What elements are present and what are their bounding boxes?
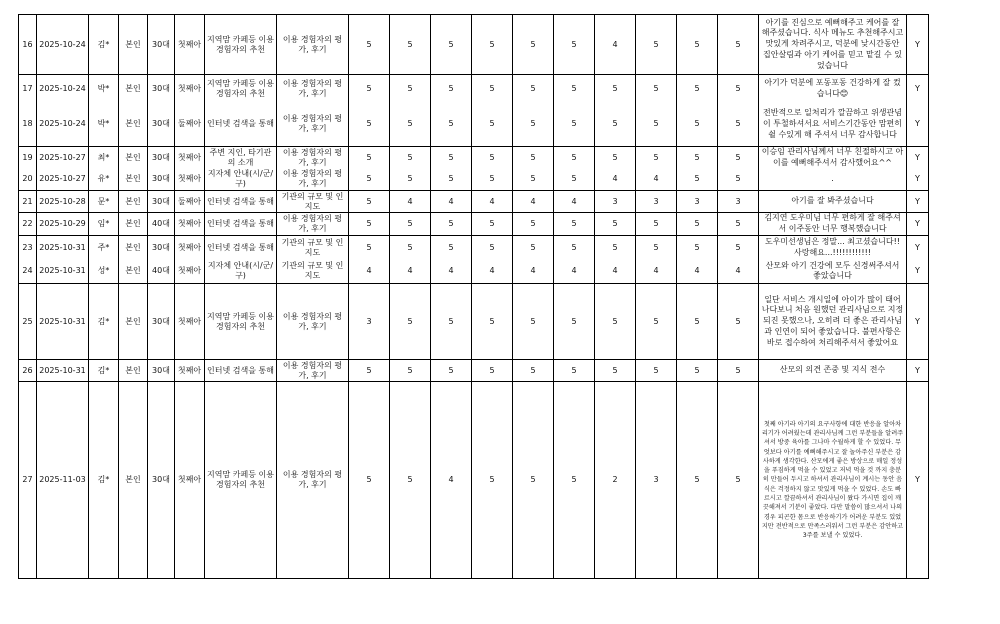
survey-date: 2025-10-31 bbox=[37, 260, 89, 284]
selection-reason: 이용 경험자의 평가, 후기 bbox=[277, 15, 349, 75]
selection-reason: 이용 경험자의 평가, 후기 bbox=[277, 147, 349, 169]
table-row bbox=[19, 382, 929, 579]
score-2: 5 bbox=[390, 169, 431, 191]
row-number: 27 bbox=[19, 382, 37, 579]
child-order: 첫째아 bbox=[175, 360, 205, 382]
score-5: 5 bbox=[513, 236, 554, 260]
score-9: 4 bbox=[677, 260, 718, 284]
respondent-relation: 본인 bbox=[119, 191, 148, 213]
respondent-relation: 본인 bbox=[119, 284, 148, 360]
score-4: 5 bbox=[472, 284, 513, 360]
score-3: 4 bbox=[431, 191, 472, 213]
comment: 일단 서비스 개시일에 아이가 많이 태어나다보니 처음 원했던 관리사님으로 지정되진 못했으나, 오히려 더 좋은 관리사님과 인연이 되어 좋았습니다. 불편사항은 바로 접수하여 처리해주셔서 좋았어요 bbox=[759, 284, 907, 360]
score-9: 5 bbox=[677, 147, 718, 169]
score-8: 5 bbox=[636, 213, 677, 236]
score-5: 5 bbox=[513, 360, 554, 382]
score-10: 5 bbox=[718, 360, 759, 382]
score-4: 5 bbox=[472, 236, 513, 260]
score-4: 5 bbox=[472, 169, 513, 191]
table-row bbox=[19, 15, 929, 75]
selection-reason: 이용 경험자의 평가, 후기 bbox=[277, 213, 349, 236]
child-order: 첫째아 bbox=[175, 284, 205, 360]
survey-date: 2025-10-28 bbox=[37, 191, 89, 213]
score-1: 5 bbox=[349, 147, 390, 169]
score-6: 5 bbox=[554, 169, 595, 191]
score-5: 5 bbox=[513, 103, 554, 147]
age-group: 30대 bbox=[148, 147, 175, 169]
score-3: 5 bbox=[431, 360, 472, 382]
respondent-relation: 본인 bbox=[119, 103, 148, 147]
respondent-relation: 본인 bbox=[119, 147, 148, 169]
referral-route: 지역맘 카페등 이용 경험자의 추천 bbox=[205, 75, 277, 103]
respondent-name: 김* bbox=[89, 284, 119, 360]
score-10: 5 bbox=[718, 15, 759, 75]
table-row bbox=[19, 260, 929, 284]
child-order: 둘째아 bbox=[175, 103, 205, 147]
referral-route: 지역맘 카페등 이용 경험자의 추천 bbox=[205, 15, 277, 75]
age-group: 30대 bbox=[148, 236, 175, 260]
survey-date: 2025-10-29 bbox=[37, 213, 89, 236]
score-9: 5 bbox=[677, 75, 718, 103]
table-row bbox=[19, 169, 929, 191]
score-6: 5 bbox=[554, 284, 595, 360]
referral-route: 인터넷 검색을 통해 bbox=[205, 236, 277, 260]
consent-flag: Y bbox=[907, 191, 929, 213]
respondent-relation: 본인 bbox=[119, 236, 148, 260]
score-4: 5 bbox=[472, 213, 513, 236]
table-row bbox=[19, 75, 929, 103]
consent-flag: Y bbox=[907, 15, 929, 75]
selection-reason: 기관의 규모 및 인지도 bbox=[277, 191, 349, 213]
row-number: 16 bbox=[19, 15, 37, 75]
respondent-relation: 본인 bbox=[119, 213, 148, 236]
score-1: 5 bbox=[349, 213, 390, 236]
score-6: 5 bbox=[554, 75, 595, 103]
comment: 이승임 관리사님께서 너무 친절하시고 아이를 예뻐해주셔서 감사했어요^^ bbox=[759, 147, 907, 169]
referral-route: 지자체 안내(시/군/구) bbox=[205, 260, 277, 284]
score-3: 5 bbox=[431, 284, 472, 360]
score-1: 5 bbox=[349, 382, 390, 579]
score-3: 5 bbox=[431, 75, 472, 103]
row-number: 24 bbox=[19, 260, 37, 284]
respondent-name: 박* bbox=[89, 75, 119, 103]
score-10: 5 bbox=[718, 103, 759, 147]
selection-reason: 이용 경험자의 평가, 후기 bbox=[277, 360, 349, 382]
table-row bbox=[19, 236, 929, 260]
age-group: 30대 bbox=[148, 360, 175, 382]
referral-route: 지역맘 카페등 이용 경험자의 추천 bbox=[205, 284, 277, 360]
score-7: 5 bbox=[595, 75, 636, 103]
score-10: 5 bbox=[718, 75, 759, 103]
score-5: 4 bbox=[513, 260, 554, 284]
score-2: 4 bbox=[390, 191, 431, 213]
score-2: 5 bbox=[390, 15, 431, 75]
score-2: 4 bbox=[390, 260, 431, 284]
table-row bbox=[19, 213, 929, 236]
score-4: 4 bbox=[472, 191, 513, 213]
score-1: 5 bbox=[349, 191, 390, 213]
score-9: 5 bbox=[677, 213, 718, 236]
score-3: 5 bbox=[431, 103, 472, 147]
score-1: 5 bbox=[349, 75, 390, 103]
respondent-relation: 본인 bbox=[119, 169, 148, 191]
score-6: 5 bbox=[554, 147, 595, 169]
selection-reason: 기관의 규모 및 인지도 bbox=[277, 260, 349, 284]
survey-date: 2025-10-24 bbox=[37, 75, 89, 103]
survey-date: 2025-10-27 bbox=[37, 147, 89, 169]
respondent-relation: 본인 bbox=[119, 260, 148, 284]
score-4: 5 bbox=[472, 147, 513, 169]
row-number: 20 bbox=[19, 169, 37, 191]
score-10: 5 bbox=[718, 169, 759, 191]
consent-flag: Y bbox=[907, 260, 929, 284]
score-9: 5 bbox=[677, 169, 718, 191]
table-row bbox=[19, 284, 929, 360]
score-7: 4 bbox=[595, 169, 636, 191]
child-order: 첫째아 bbox=[175, 382, 205, 579]
score-6: 5 bbox=[554, 382, 595, 579]
score-1: 5 bbox=[349, 169, 390, 191]
score-7: 5 bbox=[595, 103, 636, 147]
score-2: 5 bbox=[390, 147, 431, 169]
child-order: 첫째아 bbox=[175, 236, 205, 260]
respondent-relation: 본인 bbox=[119, 382, 148, 579]
score-1: 4 bbox=[349, 260, 390, 284]
comment: 산모의 의견 존중 및 지식 전수 bbox=[759, 360, 907, 382]
survey-date: 2025-10-31 bbox=[37, 284, 89, 360]
score-5: 5 bbox=[513, 382, 554, 579]
child-order: 첫째아 bbox=[175, 169, 205, 191]
score-5: 5 bbox=[513, 284, 554, 360]
respondent-name: 김* bbox=[89, 360, 119, 382]
score-7: 4 bbox=[595, 15, 636, 75]
score-9: 5 bbox=[677, 360, 718, 382]
respondent-relation: 본인 bbox=[119, 75, 148, 103]
score-3: 4 bbox=[431, 382, 472, 579]
consent-flag: Y bbox=[907, 236, 929, 260]
score-1: 5 bbox=[349, 360, 390, 382]
consent-flag: Y bbox=[907, 382, 929, 579]
table-row bbox=[19, 103, 929, 147]
score-8: 3 bbox=[636, 382, 677, 579]
table-row bbox=[19, 360, 929, 382]
selection-reason: 이용 경험자의 평가, 후기 bbox=[277, 103, 349, 147]
score-6: 5 bbox=[554, 360, 595, 382]
referral-route: 인터넷 검색을 통해 bbox=[205, 360, 277, 382]
score-1: 5 bbox=[349, 103, 390, 147]
score-8: 4 bbox=[636, 169, 677, 191]
consent-flag: Y bbox=[907, 213, 929, 236]
score-4: 5 bbox=[472, 360, 513, 382]
age-group: 40대 bbox=[148, 260, 175, 284]
score-8: 5 bbox=[636, 360, 677, 382]
referral-route: 인터넷 검색을 통해 bbox=[205, 191, 277, 213]
respondent-relation: 본인 bbox=[119, 15, 148, 75]
score-10: 5 bbox=[718, 147, 759, 169]
score-7: 5 bbox=[595, 147, 636, 169]
score-6: 5 bbox=[554, 103, 595, 147]
child-order: 첫째아 bbox=[175, 75, 205, 103]
survey-date: 2025-10-24 bbox=[37, 15, 89, 75]
score-2: 5 bbox=[390, 103, 431, 147]
comment: 전반적으로 일처리가 깔끔하고 위생관념이 투철하셔서요 서비스기간동안 맘편히 쉴 수있게 해 주셔서 너무 감사합니다 bbox=[759, 103, 907, 147]
score-5: 5 bbox=[513, 75, 554, 103]
score-6: 5 bbox=[554, 236, 595, 260]
respondent-name: 주* bbox=[89, 236, 119, 260]
score-1: 3 bbox=[349, 284, 390, 360]
score-4: 5 bbox=[472, 75, 513, 103]
score-7: 5 bbox=[595, 236, 636, 260]
comment: 산모와 아기 건강에 모두 신경써주셔서 좋았습니다 bbox=[759, 260, 907, 284]
consent-flag: Y bbox=[907, 169, 929, 191]
score-9: 3 bbox=[677, 191, 718, 213]
score-2: 5 bbox=[390, 75, 431, 103]
score-7: 2 bbox=[595, 382, 636, 579]
score-9: 5 bbox=[677, 103, 718, 147]
score-7: 5 bbox=[595, 284, 636, 360]
score-10: 4 bbox=[718, 260, 759, 284]
age-group: 30대 bbox=[148, 75, 175, 103]
score-7: 5 bbox=[595, 360, 636, 382]
comment: 도우미선생님은 정말... 최고셨습니다!! 사랑해요...!!!!!!!!!!!! bbox=[759, 236, 907, 260]
respondent-name: 문* bbox=[89, 191, 119, 213]
comment: 아기를 진심으로 예뻐해주고 케어를 잘 해주셨습니다. 식사 메뉴도 추천해주시고 맛있게 차려주시고, 덕분에 낮시간동안 집안살림과 아기 케어를 믿고 맡길 수 있었습니다 bbox=[759, 15, 907, 75]
score-3: 5 bbox=[431, 236, 472, 260]
child-order: 첫째아 bbox=[175, 260, 205, 284]
table-row bbox=[19, 191, 929, 213]
score-8: 5 bbox=[636, 75, 677, 103]
survey-date: 2025-10-31 bbox=[37, 236, 89, 260]
child-order: 첫째아 bbox=[175, 213, 205, 236]
respondent-relation: 본인 bbox=[119, 360, 148, 382]
score-5: 4 bbox=[513, 191, 554, 213]
consent-flag: Y bbox=[907, 103, 929, 147]
survey-date: 2025-11-03 bbox=[37, 382, 89, 579]
selection-reason: 이용 경험자의 평가, 후기 bbox=[277, 382, 349, 579]
consent-flag: Y bbox=[907, 360, 929, 382]
score-4: 4 bbox=[472, 260, 513, 284]
score-2: 5 bbox=[390, 213, 431, 236]
age-group: 30대 bbox=[148, 284, 175, 360]
score-10: 5 bbox=[718, 284, 759, 360]
score-3: 5 bbox=[431, 15, 472, 75]
score-9: 5 bbox=[677, 382, 718, 579]
selection-reason: 이용 경험자의 평가, 후기 bbox=[277, 75, 349, 103]
table-row bbox=[19, 147, 929, 169]
score-6: 5 bbox=[554, 15, 595, 75]
score-2: 5 bbox=[390, 236, 431, 260]
score-3: 5 bbox=[431, 147, 472, 169]
child-order: 첫째아 bbox=[175, 15, 205, 75]
score-10: 3 bbox=[718, 191, 759, 213]
score-9: 5 bbox=[677, 284, 718, 360]
score-10: 5 bbox=[718, 382, 759, 579]
child-order: 첫째아 bbox=[175, 147, 205, 169]
respondent-name: 최* bbox=[89, 147, 119, 169]
score-3: 4 bbox=[431, 260, 472, 284]
age-group: 30대 bbox=[148, 169, 175, 191]
comment: . bbox=[759, 169, 907, 191]
respondent-name: 유* bbox=[89, 169, 119, 191]
selection-reason: 이용 경험자의 평가, 후기 bbox=[277, 169, 349, 191]
respondent-name: 김* bbox=[89, 15, 119, 75]
score-8: 4 bbox=[636, 260, 677, 284]
score-3: 5 bbox=[431, 169, 472, 191]
referral-route: 지역맘 카페등 이용 경험자의 추천 bbox=[205, 382, 277, 579]
score-3: 5 bbox=[431, 213, 472, 236]
row-number: 18 bbox=[19, 103, 37, 147]
respondent-name: 박* bbox=[89, 103, 119, 147]
score-5: 5 bbox=[513, 15, 554, 75]
score-6: 5 bbox=[554, 213, 595, 236]
score-4: 5 bbox=[472, 15, 513, 75]
score-6: 4 bbox=[554, 260, 595, 284]
comment: 아기를 잘 봐주셨습니다 bbox=[759, 191, 907, 213]
referral-route: 지자체 안내(시/군/구) bbox=[205, 169, 277, 191]
score-8: 5 bbox=[636, 236, 677, 260]
score-2: 5 bbox=[390, 382, 431, 579]
age-group: 40대 bbox=[148, 213, 175, 236]
row-number: 19 bbox=[19, 147, 37, 169]
score-5: 5 bbox=[513, 147, 554, 169]
survey-date: 2025-10-24 bbox=[37, 103, 89, 147]
respondent-name: 김* bbox=[89, 382, 119, 579]
score-7: 3 bbox=[595, 191, 636, 213]
age-group: 30대 bbox=[148, 191, 175, 213]
score-7: 5 bbox=[595, 213, 636, 236]
comment: 김지연 도우미님 너무 편하게 잘 해주셔서 이주동안 너무 행복했습니다 bbox=[759, 213, 907, 236]
score-1: 5 bbox=[349, 236, 390, 260]
score-8: 5 bbox=[636, 103, 677, 147]
consent-flag: Y bbox=[907, 75, 929, 103]
survey-date: 2025-10-31 bbox=[37, 360, 89, 382]
selection-reason: 기관의 규모 및 인지도 bbox=[277, 236, 349, 260]
referral-route: 주변 지인, 타기관의 소개 bbox=[205, 147, 277, 169]
selection-reason: 이용 경험자의 평가, 후기 bbox=[277, 284, 349, 360]
score-8: 3 bbox=[636, 191, 677, 213]
respondent-name: 성* bbox=[89, 260, 119, 284]
child-order: 둘째아 bbox=[175, 191, 205, 213]
referral-route: 인터넷 검색을 통해 bbox=[205, 103, 277, 147]
row-number: 26 bbox=[19, 360, 37, 382]
score-10: 5 bbox=[718, 236, 759, 260]
score-7: 4 bbox=[595, 260, 636, 284]
row-number: 17 bbox=[19, 75, 37, 103]
score-1: 5 bbox=[349, 15, 390, 75]
score-10: 5 bbox=[718, 213, 759, 236]
age-group: 30대 bbox=[148, 382, 175, 579]
score-5: 5 bbox=[513, 213, 554, 236]
score-6: 4 bbox=[554, 191, 595, 213]
consent-flag: Y bbox=[907, 147, 929, 169]
score-4: 5 bbox=[472, 103, 513, 147]
age-group: 30대 bbox=[148, 15, 175, 75]
row-number: 23 bbox=[19, 236, 37, 260]
row-number: 25 bbox=[19, 284, 37, 360]
comment: 첫째 아기라 아기의 요구사항에 대한 반응을 알아차리기가 어려웠는데 관리사님께 그런 부분들을 알려주셔서 방중 육아를 그나마 수월하게 할 수 있었다. 무엇보다 아기를 예뻐해주시고 잘 놀아주신 부분은 감사하게 생각한다. 산모에게 좋은 방상으로 매일 정성을 푸짐하게 먹을 수 있었고 저녁 먹을 것 까지 충분히 만들어 두시고 하셔서 관리사님이 계시는 동안 음식은 걱정하지 않고 맛있게 먹을 수 있었다. 손도 빠르시고 깔끔하셔서 관리사님이 왔다 가시면 집이 깨끗해져서 기분이 좋았다. 다만 말씀이 많으셔서 나의 경우 피곤한 몸으로 반응하기가 어려운 부분도 있었지만 전반적으로 만족스러워서 그런 부분은 감안하고 3주를 보낼 수 있었다. bbox=[759, 382, 907, 579]
age-group: 30대 bbox=[148, 103, 175, 147]
score-8: 5 bbox=[636, 15, 677, 75]
comment: 아기가 덕분에 포동포동 건강하게 잘 컸습니다😊 bbox=[759, 75, 907, 103]
score-2: 5 bbox=[390, 360, 431, 382]
respondent-name: 임* bbox=[89, 213, 119, 236]
consent-flag: Y bbox=[907, 284, 929, 360]
score-2: 5 bbox=[390, 284, 431, 360]
survey-table bbox=[18, 14, 929, 579]
score-5: 5 bbox=[513, 169, 554, 191]
score-9: 5 bbox=[677, 15, 718, 75]
score-9: 5 bbox=[677, 236, 718, 260]
score-8: 5 bbox=[636, 147, 677, 169]
score-4: 5 bbox=[472, 382, 513, 579]
row-number: 21 bbox=[19, 191, 37, 213]
score-8: 5 bbox=[636, 284, 677, 360]
row-number: 22 bbox=[19, 213, 37, 236]
survey-date: 2025-10-27 bbox=[37, 169, 89, 191]
table-body bbox=[19, 15, 929, 579]
referral-route: 인터넷 검색을 통해 bbox=[205, 213, 277, 236]
